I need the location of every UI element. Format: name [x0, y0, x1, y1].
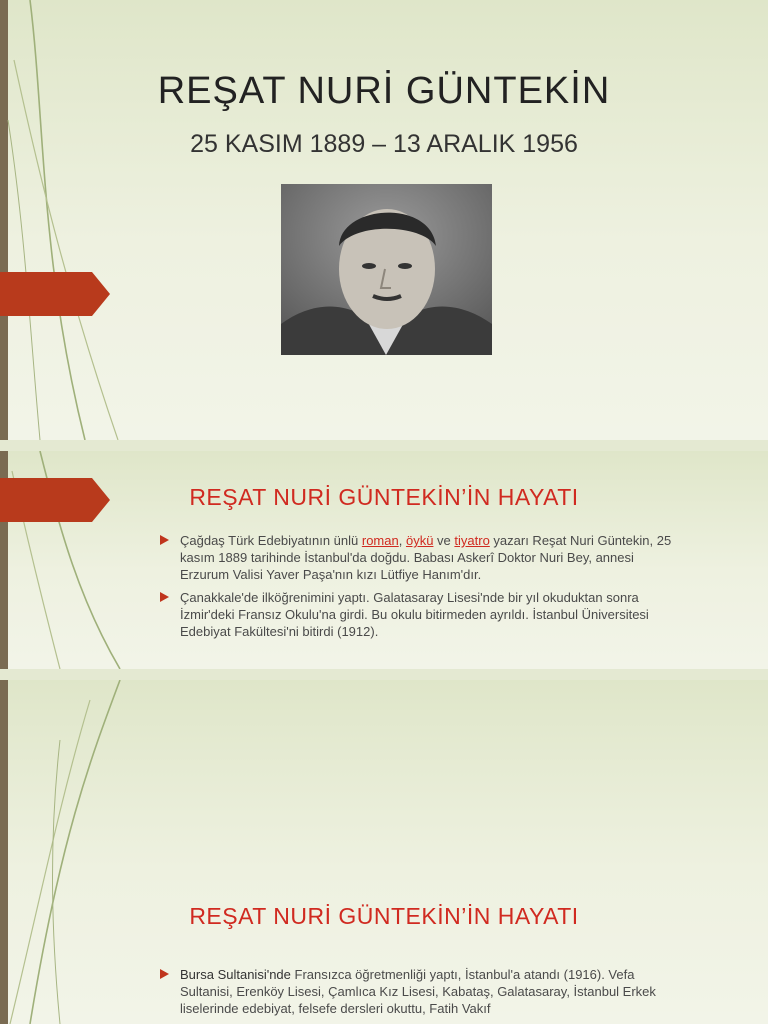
portrait-photo: [281, 184, 492, 355]
bullet-arrow-icon: [160, 969, 169, 979]
slide-edge-bar: [0, 680, 8, 1024]
bullet-arrow-icon: [160, 592, 169, 602]
bullet-item: [160, 532, 680, 583]
bullet-text: ve: [433, 533, 455, 548]
bullet-list: [160, 532, 680, 646]
bullet-item: [160, 589, 680, 640]
link-roman[interactable]: roman: [361, 533, 399, 548]
slide-biography-1: [0, 451, 768, 669]
portrait-image: [281, 184, 492, 355]
page-title: REŞAT NURİ GÜNTEKİN: [157, 70, 611, 112]
arrow-shape: [0, 272, 110, 316]
link-oyku[interactable]: öykü: [405, 533, 434, 548]
bullet-arrow-icon: [160, 535, 169, 545]
bullet-text: Çağdaş Türk Edebiyatının ünlü: [180, 533, 362, 548]
slide-edge-bar: [0, 0, 8, 440]
life-dates: 25 KASIM 1889 – 13 ARALIK 1956: [190, 130, 578, 158]
link-tiyatro[interactable]: tiyatro: [454, 533, 490, 548]
bullet-list: [160, 966, 680, 1023]
bullet-text: Fransızca öğretmenliği yaptı, İstanbul'a atandı (1916). Vefa Sultanisi, Erenköy Lisesi, Çamlıca Kız Lisesi, Kabataş, Galatasaray, İstanbul Erkek liselerinde edebiyat, felsefe dersleri okuttu, Fatih Vakıf: [180, 967, 656, 1016]
bullet-text: Çanakkale'de ilköğrenimini yaptı. Galatasaray Lisesi'nde bir yıl okuduktan sonra İzmir'deki Fransız Okulu'na girdi. Bu okulu bitirmeden ayrıldı. İstanbul Üniversitesi Edebiyat Fakültesi'ni bitirdi (1912).: [180, 590, 649, 639]
bullet-text-emphasis: Bursa Sultanisi'nde: [180, 967, 291, 982]
bullet-text: yazarı Reşat Nuri Güntekin, 25 kasım 1889 tarihinde İstanbul'da doğdu. Babası Askerî Doktor Nuri Bey, annesi Erzurum Valisi Yaver Paşa'nın kızı Lütfiye Hanım'dır.: [180, 533, 672, 582]
bullet-text: ,: [398, 533, 406, 548]
bullet-item: [160, 966, 680, 1017]
slide-title: [0, 0, 768, 440]
section-heading: REŞAT NURİ GÜNTEKİN’İN HAYATI: [189, 903, 579, 929]
section-heading: REŞAT NURİ GÜNTEKİN’İN HAYATI: [189, 484, 579, 510]
